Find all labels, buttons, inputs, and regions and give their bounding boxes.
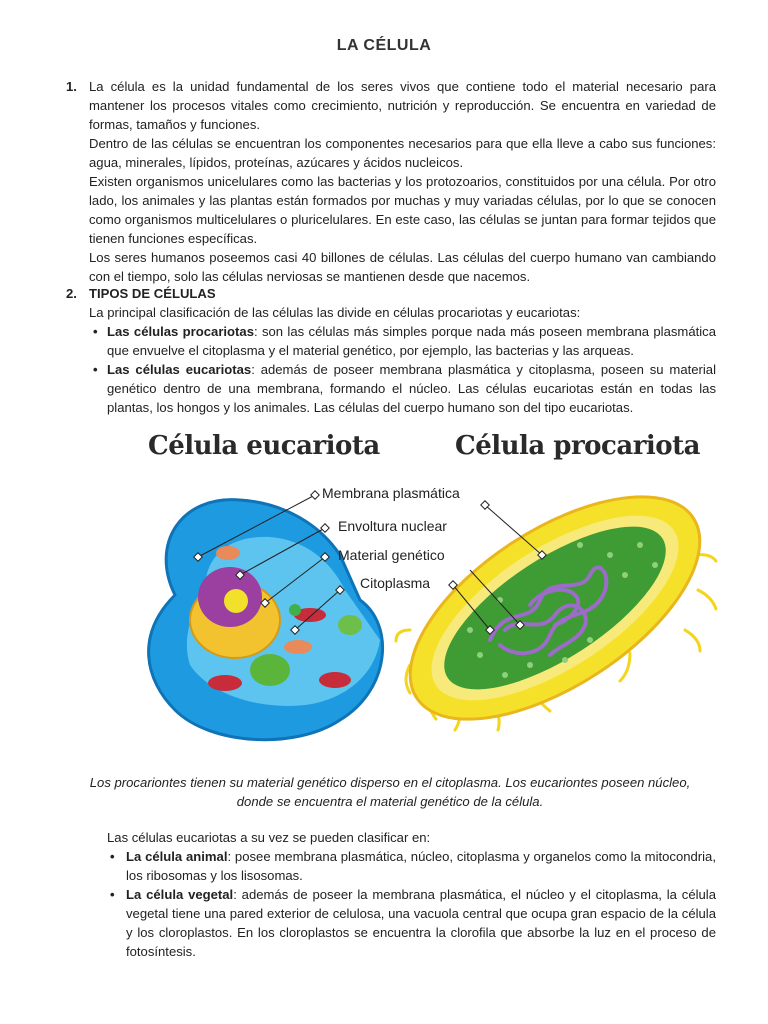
bullet-text: : además de poseer la membrana plasmática, el núcleo y el citoplasma, la célula vegetal tiene una pared exterior de celulosa, una vacuola central que ocupa gran espacio de la célula y los cloroplastos. En los cloroplastos se encuentra la clorofila que absorbe la luz en el proceso de fotosíntesis. — [126, 887, 716, 959]
bullet-procariotas — [66, 322, 716, 360]
golgi — [284, 640, 312, 654]
cell-diagram-svg — [110, 425, 720, 770]
paragraph-definition: La célula es la unidad fundamental de los seres vivos que contiene todo el material necesario para mantener los procesos vitales como crecimiento, nutrición y reproducción. Se encuentra en variedad de formas, tamaños y funciones. — [89, 79, 716, 132]
label-envoltura-nuclear: Envoltura nuclear — [338, 518, 447, 534]
bullet-term: Las células eucariotas — [107, 362, 252, 377]
section-3-intro: Las células eucariotas a su vez se pueden clasificar en: — [107, 830, 431, 845]
cell-diagram-figure — [110, 425, 720, 770]
nucleolus — [224, 589, 248, 613]
ribosome — [289, 604, 301, 616]
figure-title-eukaryote: Célula eucariota — [148, 431, 380, 461]
section-2-number: 2. — [66, 286, 77, 301]
section-3 — [66, 828, 716, 961]
label-citoplasma: Citoplasma — [360, 575, 431, 591]
section-1 — [66, 77, 716, 286]
paragraph-humans: Los seres humanos poseemos casi 40 billones de células. Las células del cuerpo humano van cambiando con el tiempo, solo las células nerviosas se mantienen desde que nacemos. — [89, 250, 716, 284]
bullet-term: La célula animal — [126, 849, 228, 864]
bullet-celula-animal — [66, 847, 716, 885]
figure-caption: Los procariontes tienen su material genético disperso en el citoplasma. Los eucariontes poseen núcleo, donde se encuentra el material genético de la célula. — [89, 775, 691, 809]
golgi — [216, 546, 240, 560]
page-title: LA CÉLULA — [336, 37, 432, 54]
eukaryote-cell — [149, 500, 383, 740]
section-2-intro: La principal clasificación de las células las divide en células procariotas y eucariotas: — [89, 305, 581, 320]
mitochondrion — [319, 672, 351, 688]
bullet-text: : posee membrana plasmática, núcleo, citoplasma y organelos como la mitocondria, los ribosomas y los lisosomas. — [126, 849, 716, 883]
vacuole — [250, 654, 290, 686]
bullet-term: La célula vegetal — [126, 887, 234, 902]
mitochondrion — [208, 675, 242, 691]
lysosome — [338, 615, 362, 635]
bullet-text: : además de poseer membrana plasmática y citoplasma, poseen su material genético dentro de una membrana, formando el núcleo. Las células eucariotas están en todas las plantas, los hongos y los animales. Las células del cuerpo humano son del tipo eucariotas. — [107, 362, 716, 415]
figure-title-prokaryote: Célula procariota — [455, 431, 700, 461]
bullet-celula-vegetal — [66, 885, 716, 961]
label-membrana-plasmatica: Membrana plasmática — [322, 485, 460, 501]
bullet-text: : son las células más simples porque nada más poseen membrana plasmática que envuelve el citoplasma y el material genético, por ejemplo, las bacterias y las arqueas. — [107, 324, 716, 358]
section-2 — [66, 284, 716, 417]
label-material-genetico: Material genético — [338, 547, 445, 563]
section-2-heading: TIPOS DE CÉLULAS — [89, 286, 216, 301]
paragraph-components: Dentro de las células se encuentran los componentes necesarios para que ella lleve a cabo sus funciones: agua, minerales, lípidos, proteínas, azúcares y ácidos nucleicos. — [89, 136, 716, 170]
paragraph-organisms: Existen organismos unicelulares como las bacterias y los protozoarios, constituidos por una célula. Por otro lado, los animales y las plantas están formados por muchas y muy variadas células, por lo que se conocen como organismos multicelulares o pluricelulares. En este caso, las células se juntan para formar tejidos que tienen funciones específicas. — [89, 174, 716, 246]
bullet-term: Las células procariotas — [107, 324, 254, 339]
section-1-number: 1. — [66, 79, 77, 94]
bullet-eucariotas — [66, 360, 716, 417]
